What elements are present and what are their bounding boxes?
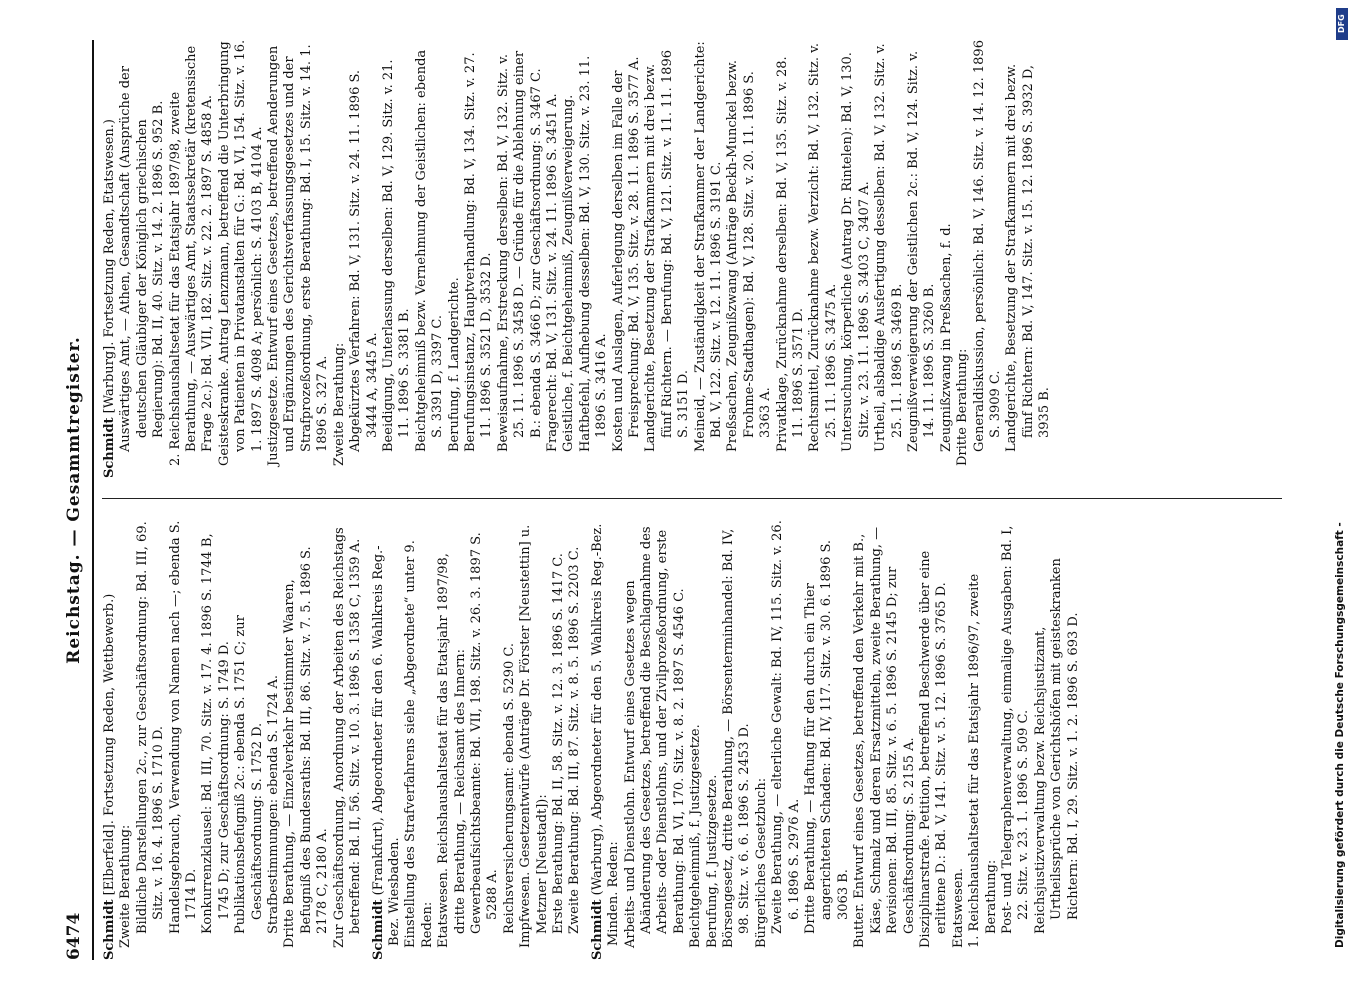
entry-line: Generaldiskussion, persönlich: Bd. V, 146. Sitz. v. 14. 12. 1896 S. 3909 C. <box>971 40 1003 452</box>
entry-line: Abgekürztes Verfahren: Bd. V, 131. Sitz. v. 24. 11. 1896 S. 3444 A, 3445 A. <box>348 69 380 452</box>
entry-line: Auswärtiges Amt, — Athen, Gesandtschaft (Ansprüche der deutschen Gläubiger der Königlich griechischen Regierung): Bd. II, 40. Sitz. v. 14. 2. 1896 S. 952 B. <box>118 66 167 452</box>
entry-line: Beichtgeheimniß bezw. Vernehmung der Geistlichen: ebenda S. 3391 D, 3397 C. <box>413 49 446 452</box>
entry-line: Kosten und Auslagen, Auferlegung derselben im Falle der Freisprechung: Bd. V, 135. Sitz. v. 28. 11. 1896 S. 3577 A. <box>610 56 642 452</box>
entry-line: Urtheil, alsbaldige Ausfertigung desselben: Bd. V, 132. Sitz. v. 25. 11. 1896 S. 3469 B. <box>873 43 905 452</box>
entry-line: Börsengesetz, dritte Berathung, — Börsenterminhandel: Bd. IV, 98. Sitz. v. 6. 6. 1896 S. 2453 D. <box>721 528 753 948</box>
register-entry <box>102 38 1054 478</box>
entry-line: Privatklage, Zurücknahme derselben: Bd. V, 135. Sitz. v. 28. 11. 1896 S. 3571 D. <box>774 56 807 452</box>
right-column <box>102 38 1292 478</box>
entry-name: Schmidt <box>370 899 386 960</box>
entry-heading-rest: (Warburg), Abgeordneter für den 5. Wahlkreis Reg.-Bez. Minden. Reden: <box>589 523 622 946</box>
entry-line: Bildliche Darstellungen 2c., zur Geschäftsordnung: Bd. III, 69. Sitz. v. 16. 4. 1896 S. 1710 D. <box>134 521 167 934</box>
entry-line: Konkurrenzklausel: Bd. III, 70. Sitz. v. 17. 4. 1896 S. 1744 B, 1745 D; zur Geschäftsordnung: S. 1749 D. <box>200 533 232 934</box>
header-rule <box>92 40 94 960</box>
register-entry <box>371 520 584 960</box>
entry-line: Zweite Berathung: Bd. III, 87. Sitz. v. 8. 5. 1896 S. 2203 C. <box>567 546 583 934</box>
entry-line: Justizgesetze. Entwurf eines Gesetzes, betreffend Aenderungen und Ergänzungen des Gerichtsverfassungsgesetzes und der Strafprozeßordnung, erste Berathung: Bd. I, 15. Sitz. v. 14. 1. 1896 S. 327 A. <box>266 44 331 466</box>
dfg-logo: DFG <box>1336 8 1348 40</box>
entry-line: Beichtgeheimniß, f. Justizgesetze. <box>688 724 704 948</box>
entry-heading-rest: [Warburg]. Fortsetzung Reden, Etatswesen.) <box>102 119 117 414</box>
entry-line: Dritte Berathung: <box>955 348 971 466</box>
entry-line: 1. Reichshaushaltsetat für das Etatsjahr 1896/97, zweite Berathung: <box>967 573 999 948</box>
entry-heading <box>102 38 118 478</box>
entry-line: Erste Berathung: Bd. II, 58. Sitz. v. 12. 3. 1896 S. 1417 C. <box>550 553 566 934</box>
entry-heading-rest: (Frankfurt), Abgeordneter für den 6. Wahlkreis Reg.-Bez. Wiesbaden. <box>370 545 402 946</box>
entry-line: Zweite Berathung: <box>118 824 134 948</box>
entry-line: Zweite Berathung, — elterliche Gewalt: Bd. IV, 115. Sitz. v. 26. 6. 1896 S. 2976 A. <box>770 520 802 934</box>
entry-line: Untersuchung, körperliche (Antrag Dr. Rintelen): Bd. V, 130. Sitz. v. 23. 11. 1896 S. 3403 C, 3407 A. <box>840 52 872 452</box>
entry-line: Zur Geschäftsordnung, Anordnung der Arbeiten des Reichstags betreffend: Bd. II, 56. Sitz. v. 10. 3. 1896 S. 1358 C, 1359 A. <box>331 527 364 948</box>
entry-line: Post- und Telegraphenverwaltung, einmalige Ausgaben: Bd. I, 22. Sitz. v. 23. 1. 1896 S. 509 C. <box>999 525 1032 934</box>
entry-heading <box>371 520 404 960</box>
entry-line: Dritte Berathung, — Haftung für den durch ein Thier angerichteten Schaden: Bd. IV, 117. Sitz. v. 30. 6. 1896 S. 3063 B. <box>803 539 851 934</box>
entry-line: Etatswesen. Reichshaushaltsetat für das Etatsjahr 1897/98, dritte Berathung, — Reichsamt des Innern: <box>436 553 468 948</box>
entry-line: Etatswesen. <box>950 867 966 948</box>
rotated-register-page <box>62 40 1302 960</box>
entry-line: Landgerichte, Besetzung der Strafkammern mit drei bezw. fünf Richtern: Bd. V, 147. Sitz. v. 15. 12. 1896 S. 3932 D, 3935 B. <box>1004 63 1053 452</box>
entry-name: Schmidt <box>102 899 117 960</box>
entry-line: Rechtsmittel, Zurücknahme bezw. Verzicht: Bd. V, 132. Sitz. v. 25. 11. 1896 S. 3475 A. <box>807 42 839 452</box>
entry-line: Disziplinarstrafe. Petition, betreffend Beschwerde über eine erlittene D.: Bd. V, 141. Sitz. v. 5. 12. 1896 S. 3765 D. <box>917 550 950 948</box>
entry-line: Bürgerliches Gesetzbuch: <box>753 777 769 948</box>
entry-line: Berufung, f. Justizgesetze. <box>704 774 720 948</box>
entry-name: Schmidt <box>102 417 117 478</box>
entry-line: Zeugnißverweigerung der Geistlichen 2c.: Bd. V, 124. Sitz. v. 14. 11. 1896 S. 3260 B. <box>905 50 938 452</box>
entry-line: Reichsversicherungsamt: ebenda S. 5290 C. <box>501 643 517 934</box>
entry-heading-rest: [Elberfeld]. Fortsetzung Reden, Wettbewerb.) <box>102 593 117 896</box>
entry-line: Reichsjustizverwaltung bezw. Reichsjustizamt, Urtheilssprüche von Gerichtshöfen mit geisteskranken Richtern: Bd. I, 29. Sitz. v. 1. 2. 1896 S. 693 D. <box>1032 558 1081 934</box>
entry-line: Reden: <box>419 901 435 948</box>
entry-line: Einstellung des Strafverfahrens siehe „Abgeordnete“ unter 9. <box>403 540 419 948</box>
funding-note: Digitalisierung gefördert durch die Deutsche Forschungsgemeinschaft - <box>1334 522 1346 948</box>
left-column <box>102 520 1292 960</box>
page-header <box>62 40 88 960</box>
entry-line: Berufung, f. Landgerichte. <box>446 277 462 452</box>
entry-line: Impfwesen. Gesetzentwürfe (Anträge Dr. Förster [Neustettin] u. Metzner [Neustadt]): <box>518 524 550 948</box>
register-entry <box>590 520 1082 960</box>
entry-line: Berufungsinstanz, Hauptverhandlung: Bd. V, 134. Sitz. v. 27. 11. 1896 S. 3521 D, 3532 D. <box>462 52 495 452</box>
entry-line: Fragerecht: Bd. V, 131. Sitz. v. 24. 11. 1896 S. 3451 A. <box>544 93 560 452</box>
entry-heading <box>102 520 118 960</box>
entry-line: Arbeits- und Dienstlohn. Entwurf eines Gesetzes wegen Abänderung des Gesetzes, betreffend die Beschlagnahme des Arbeits- oder Dienstlohns, und der Zivilprozeßordnung, erste Berathung: Bd. VI, 170. Sitz. v. 8. 2. 1897 S. 4546 C. <box>622 526 687 948</box>
entry-name: Schmidt <box>589 899 605 960</box>
entry-line: Geisteskranke. Antrag Lenzmann, betreffend die Unterbringung von Patienten in Privatanstalten für G.: Bd. VI, 154. Sitz. v. 16. 1. 1897 S. 4098 A; persönlich: S. 4103 B, 4104 A. <box>216 39 265 466</box>
entry-line: Haftbefehl, Aufhebung desselben: Bd. V, 130. Sitz. v. 23. 11. 1896 S. 3416 A. <box>577 55 610 452</box>
register-entry <box>102 520 365 960</box>
entry-line: Preßsachen, Zeugnißzwang (Anträge Beckh-Munckel bezw. Frohme-Stadthagen): Bd. V, 128. Sitz. v. 20. 11. 1896 S. 3363 A. <box>725 59 774 452</box>
entry-line: Publikationsbefugniß 2c.: ebenda S. 1751 C; zur Geschäftsordnung: S. 1752 D. <box>233 615 265 934</box>
entry-line: Strafbestimmungen: ebenda S. 1724 A. <box>266 674 282 934</box>
entry-line: Dritte Berathung, — Einzelverkehr bestimmter Waaren, Befugniß des Bundesraths: Bd. III, 86. Sitz. v. 7. 5. 1896 S. 2178 C, 2180 A. <box>282 546 331 948</box>
entry-line: Beweisaufnahme, Erstreckung derselben: Bd. V, 132. Sitz. v. 25. 11. 1896 S. 3458 D. — Gründe für die Ablehnung einer B.: ebenda S. 3466 D; zur Geschäftsordnung: S. 3467 C. <box>495 50 544 452</box>
entry-line: Landgerichte, Besetzung der Strafkammern mit drei bezw. fünf Richtern. — Berufung: Bd. V, 121. Sitz. v. 11. 11. 1896 S. 3151 D. <box>643 50 692 452</box>
entry-heading <box>590 520 623 960</box>
entry-line: Zweite Berathung: <box>331 342 347 466</box>
entry-line: Geistliche, f. Beichtgeheimniß, Zeugnißverweigerung. <box>561 94 577 452</box>
entry-line: Meineid, — Zuständigkeit der Strafkammer der Landgerichte: Bd. V, 122. Sitz. v. 12. 11. 1896 S. 3191 C. <box>692 41 725 452</box>
page-number: 6474 <box>64 912 84 960</box>
entry-line: Zeugnißzwang in Preßsachen, f. d. <box>938 223 954 452</box>
entry-line: Beeidigung, Unterlassung derselben: Bd. V, 129. Sitz. v. 21. 11. 1896 S. 3381 B. <box>380 59 413 452</box>
entry-line: Butter. Entwurf eines Gesetzes, betreffend den Verkehr mit B., Käse, Schmalz und deren Ersatzmitteln, zweite Berathung, — Revisionen: Bd. III, 85. Sitz. v. 6. 5. 1896 S. 2145 D; zur Geschäftsordnung: S. 2155 A. <box>852 526 917 948</box>
entry-line: Handelsgebrauch, Verwendung von Namen nach —; ebenda S. 1714 D. <box>167 520 200 934</box>
entry-line: Gewerbeaufsichtsbeamte: Bd. VII, 198. Sitz. v. 26. 3. 1897 S. 5288 A. <box>468 532 501 934</box>
column-divider <box>102 498 1282 499</box>
running-title: Reichstag. — Gesammtregister. <box>64 336 84 664</box>
entry-line: 2. Reichshaushaltsetat für das Etatsjahr 1897/98, zweite Berathung, — Auswärtiges Amt, Staatssekretär (kretensische Frage 2c.): Bd. VII, 182. Sitz. v. 22. 2. 1897 S. 4858 A. <box>167 45 216 466</box>
